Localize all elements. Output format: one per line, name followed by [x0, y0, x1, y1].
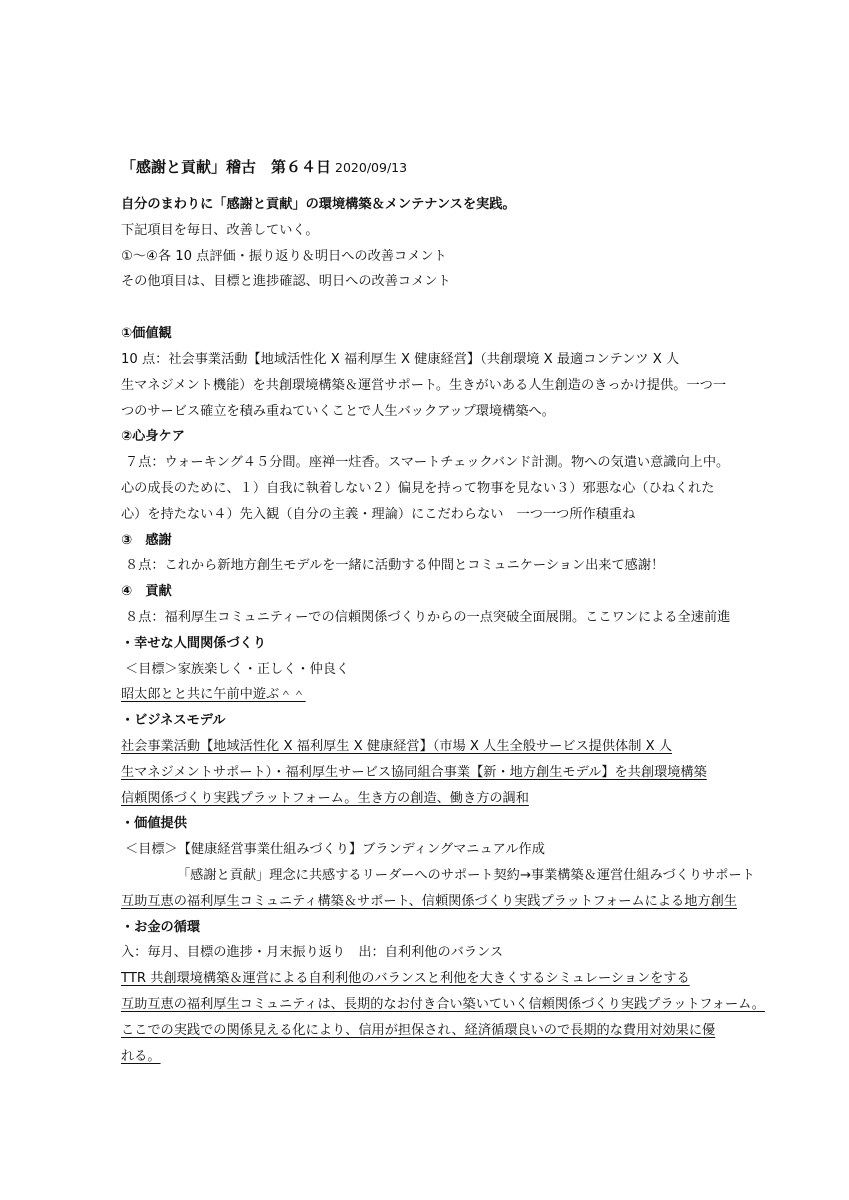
mind-body-line: ７点：ウォーキング４５分間。座禅一炷香。スマートチェックバンド計測。物への気遣い意識向上中。 [125, 455, 730, 471]
title-date: 2020/09/13 [335, 160, 408, 175]
document-body [121, 156, 765, 1069]
money-plain-line: 入：毎月、目標の進捗・月末振り返り 出：自利利他のバランス [121, 945, 504, 961]
intro-line: 下記項目を毎日、改善していく。 [121, 222, 319, 238]
intro-line: その他項目は、目標と進捗確認、明日への改善コメント [121, 274, 451, 290]
section-heading-contribution: ④ 貢献 [121, 584, 172, 600]
values-line: 10 点：社会事業活動【地域活性化 X 福利厚生 X 健康経営】（共創環境 X 最適コンテンツ X 人 [121, 351, 680, 367]
title-text: 「感謝と貢献」稽古 第６４日 [121, 158, 332, 176]
contribution-line: ８点：福利厚生コミュニティーでの信頼関係づくりからの一点突破全面展開。ここワンによる全速前進 [125, 609, 731, 625]
money-underlined-line: れる。 [121, 1048, 161, 1064]
values-line: 生マネジメント機能）を共創環境構築＆運営サポート。生きがいある人生創造のきっかけ提供。一つ一 [121, 377, 727, 393]
business-underlined-line: 信頼関係づくり実践プラットフォーム。生き方の創造、働き方の調和 [121, 790, 529, 806]
money-underlined-line: 互助互恵の福利厚生コミュニティは、長期的なお付き合い築いていく信頼関係づくり実践プラットフォーム。 [121, 996, 765, 1012]
gratitude-line: ８点：これから新地方創生モデルを一緒に活動する仲間とコミュニケーション出来て感謝！ [125, 558, 665, 574]
intro-lead: 自分のまわりに「感謝と貢献」の環境構築＆メンテナンスを実践。 [121, 197, 516, 212]
relations-underlined-line: 昭太郎とと共に午前中遊ぶ＾＾ [121, 687, 306, 703]
document-title [121, 156, 741, 184]
mind-body-line: 心の成長のために、１）自我に執着しない２）偏見を持って物事を見ない３）邪悪な心（ひねくれた [121, 480, 715, 496]
business-underlined-line: 生マネジメントサポート）・福利厚生サービス協同組合事業【新・地方創生モデル】を共創環境構築 [121, 764, 707, 780]
money-underlined-line: TTR 共創環境構築＆運営による自利利他のバランスと利他を大きくするシミュレーションをする [121, 971, 690, 987]
relations-goal: ＜目標＞家族楽しく・正しく・仲良く [125, 661, 350, 677]
value-offer-sub: 「感謝と貢献」理念に共感するリーダーへのサポート契約→事業構築＆運営仕組みづくりサポート [177, 867, 755, 883]
intro-line: ①～④各 10 点評価・振り返り＆明日への改善コメント [121, 248, 447, 264]
values-line: つのサービス確立を積み重ねていくことで人生バックアップ環境構築へ。 [121, 403, 555, 419]
section-heading-values: ①価値観 [121, 326, 172, 342]
section-heading-mind-body: ②心身ケア [121, 429, 185, 445]
section-heading-relations: ・幸せな人間関係づくり [121, 635, 267, 651]
money-underlined-line: ここでの実践での関係見える化により、信用が担保され、経済循環良いので長期的な費用対効果に優 [121, 1022, 716, 1038]
business-underlined-line: 社会事業活動【地域活性化 X 福利厚生 X 健康経営】（市場 X 人生全般サービス提供体制 X 人 [121, 738, 673, 754]
mind-body-line: 心）を持たない４）先入観（自分の主義・理論）にこだわらない 一つ一つ所作積重ね [121, 506, 636, 522]
section-heading-value-offer: ・価値提供 [121, 816, 187, 832]
section-heading-gratitude: ③ 感謝 [121, 532, 172, 548]
section-heading-business: ・ビジネスモデル [121, 713, 226, 729]
value-offer-goal: ＜目標＞【健康経営事業仕組みづくり】ブランディングマニュアル作成 [125, 842, 545, 858]
section-heading-money: ・お金の循環 [121, 919, 201, 935]
value-offer-underlined-line: 互助互恵の福利厚生コミュニティ構築＆サポート、信頼関係づくり実践プラットフォームによる地方創生 [121, 893, 737, 909]
